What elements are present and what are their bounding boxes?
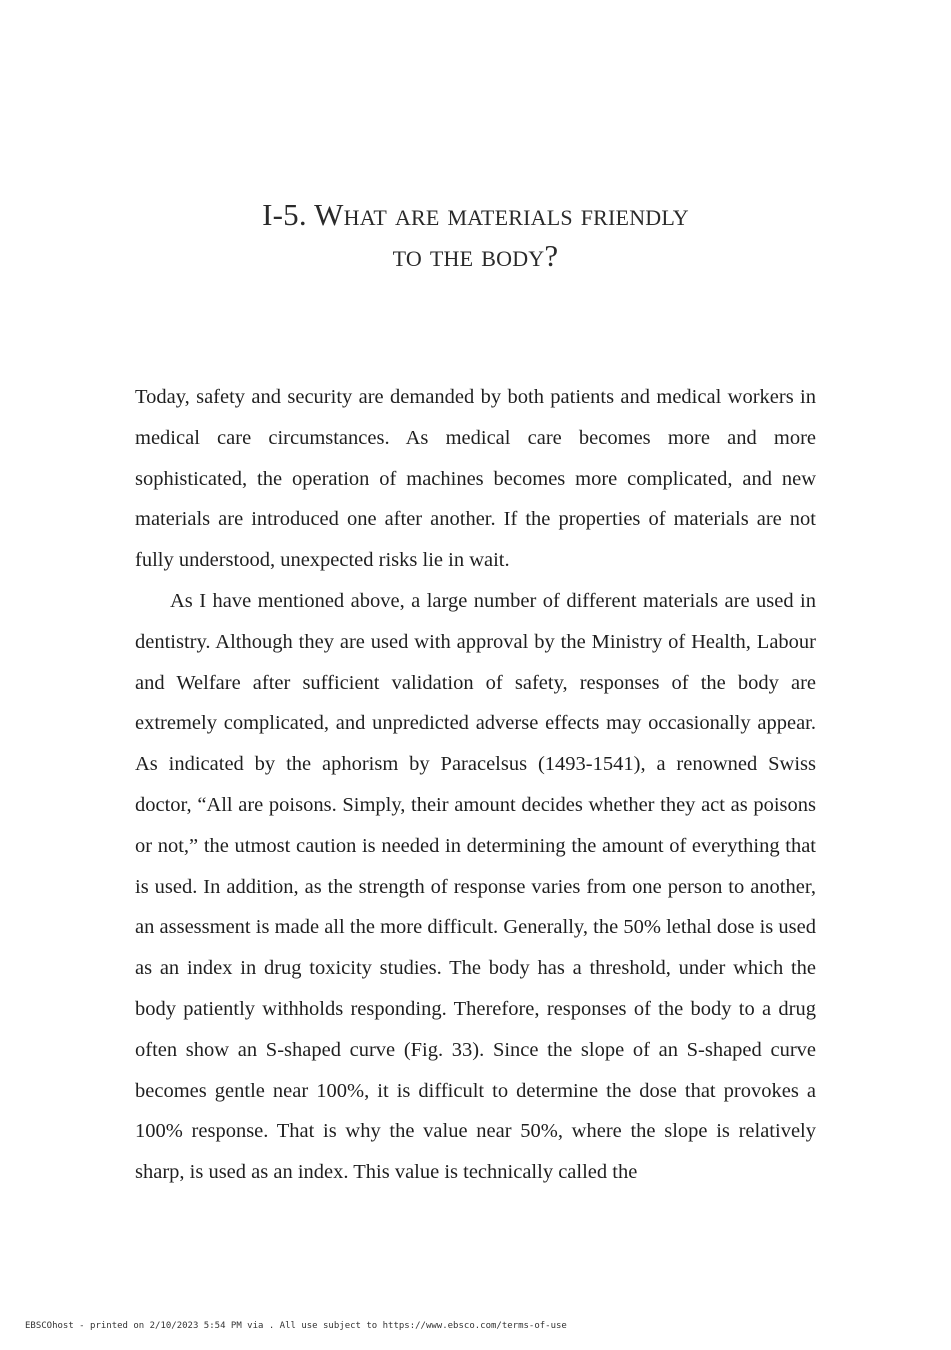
chapter-title-line-1: I-5. What are materials friendly bbox=[262, 197, 689, 232]
chapter-title bbox=[0, 194, 951, 276]
paragraph-1: Today, safety and security are demanded by both patients and medical workers in medical care circumstances. As medical care becomes more and more sophisticated, the operation of machines becomes more complicated, and new materials are introduced one after another. If the properties of materials are not fully understood, unexpected risks lie in wait. bbox=[135, 386, 816, 572]
print-footer: EBSCOhost - printed on 2/10/2023 5:54 PM via . All use subject to https://www.ebsco.com/terms-of-use bbox=[25, 1321, 567, 1331]
chapter-title-line-2: to the body? bbox=[392, 238, 559, 273]
body-text bbox=[135, 377, 816, 1193]
paragraph-2: As I have mentioned above, a large number of different materials are used in dentistry. Although they are used with approval by the Ministry of Health, Labour and Welfare after sufficient validation of safety, responses of the body are extremely complicated, and unpredicted adverse effects may occasionally appear. As indicated by the aphorism by Paracelsus (1493-1541), a renowned Swiss doctor, “All are poisons. Simply, their amount decides whether they act as poisons or not,” the utmost caution is needed in determining the amount of everything that is used. In addition, as the strength of response varies from one person to another, an assessment is made all the more difficult. Generally, the 50% lethal dose is used as an index in drug toxicity studies. The body has a threshold, under which the body patiently withholds responding. Therefore, responses of the body to a drug often show an S-shaped curve (Fig. 33). Since the slope of an S-shaped curve becomes gentle near 100%, it is difficult to determine the dose that provokes a 100% response. That is why the value near 50%, where the slope is relatively sharp, is used as an index. This value is technically called the bbox=[135, 589, 816, 1184]
